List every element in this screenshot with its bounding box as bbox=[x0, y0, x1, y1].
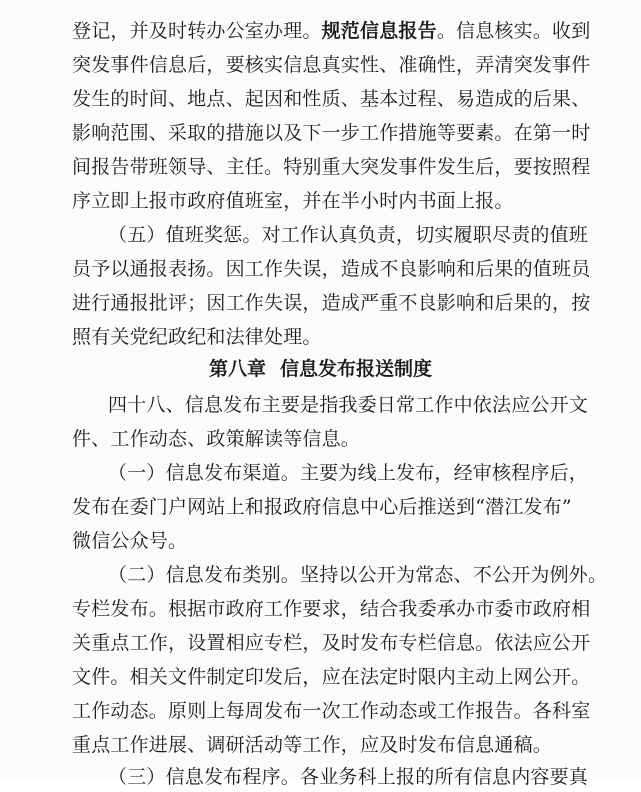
text-run: 登记，并及时转办公室办理。 bbox=[72, 20, 322, 42]
chapter-number: 第八章 bbox=[208, 358, 266, 380]
body-text-line: 进行通报批评；因工作失误，造成严重不良影响和后果的，按 bbox=[72, 292, 591, 314]
chapter-title: 信息发布报送制度 bbox=[280, 358, 433, 380]
body-text-line: （二）信息发布类别。坚持以公开为常态、不公开为例外。 bbox=[108, 564, 608, 586]
body-text-line: 微信公众号。 bbox=[72, 530, 188, 552]
body-text-line: （五）值班奖惩。对工作认真负责，切实履职尽责的值班 bbox=[108, 224, 589, 246]
body-text-line: 突发事件信息后，要核实信息真实性、准确性，弄清突发事件 bbox=[72, 54, 591, 76]
body-text-line: 照有关党纪政纪和法律处理。 bbox=[72, 326, 322, 348]
body-text-line: 关重点工作，设置相应专栏，及时发布专栏信息。依法应公开 bbox=[72, 632, 591, 654]
body-text-line: 间报告带班领导、主任。特别重大突发事件发生后，要按照程 bbox=[72, 156, 591, 178]
body-text-line: 件、工作动态、政策解读等信息。 bbox=[72, 428, 361, 450]
chapter-heading bbox=[0, 354, 641, 384]
body-text-line: 文件。相关文件制定印发后，应在法定时限内主动上网公开。 bbox=[72, 666, 591, 688]
body-text-line: 员予以通报表扬。因工作失误，造成不良影响和后果的值班员 bbox=[72, 258, 591, 280]
body-text-line: 工作动态。原则上每周发布一次工作动态或工作报告。各科室 bbox=[72, 700, 591, 722]
body-text-line: 重点工作进展、调研活动等工作，应及时发布信息通稿。 bbox=[72, 734, 553, 756]
body-text-line bbox=[72, 16, 591, 46]
body-text-line: 发布在委门户网站上和报政府信息中心后推送到“潜江发布” bbox=[72, 496, 572, 518]
body-text-line: （一）信息发布渠道。主要为线上发布，经审核程序后， bbox=[108, 462, 589, 484]
body-text-line: （三）信息发布程序。各业务科上报的所有信息内容要真 bbox=[108, 766, 589, 788]
body-text-line: 专栏发布。根据市政府工作要求，结合我委承办市委市政府相 bbox=[72, 598, 591, 620]
body-text-line: 序立即上报市政府值班室，并在半小时内书面上报。 bbox=[72, 190, 514, 212]
body-text-line: 发生的时间、地点、起因和性质、基本过程、易造成的后果、 bbox=[72, 88, 591, 110]
body-text-line: 四十八、信息发布主要是指我委日常工作中依法应公开文 bbox=[108, 394, 589, 416]
bold-heading-run: 规范信息报告 bbox=[321, 20, 437, 42]
body-text-line: 影响范围、采取的措施以及下一步工作措施等要素。在第一时 bbox=[72, 122, 591, 144]
text-run: 。信息核实。收到 bbox=[436, 20, 591, 42]
